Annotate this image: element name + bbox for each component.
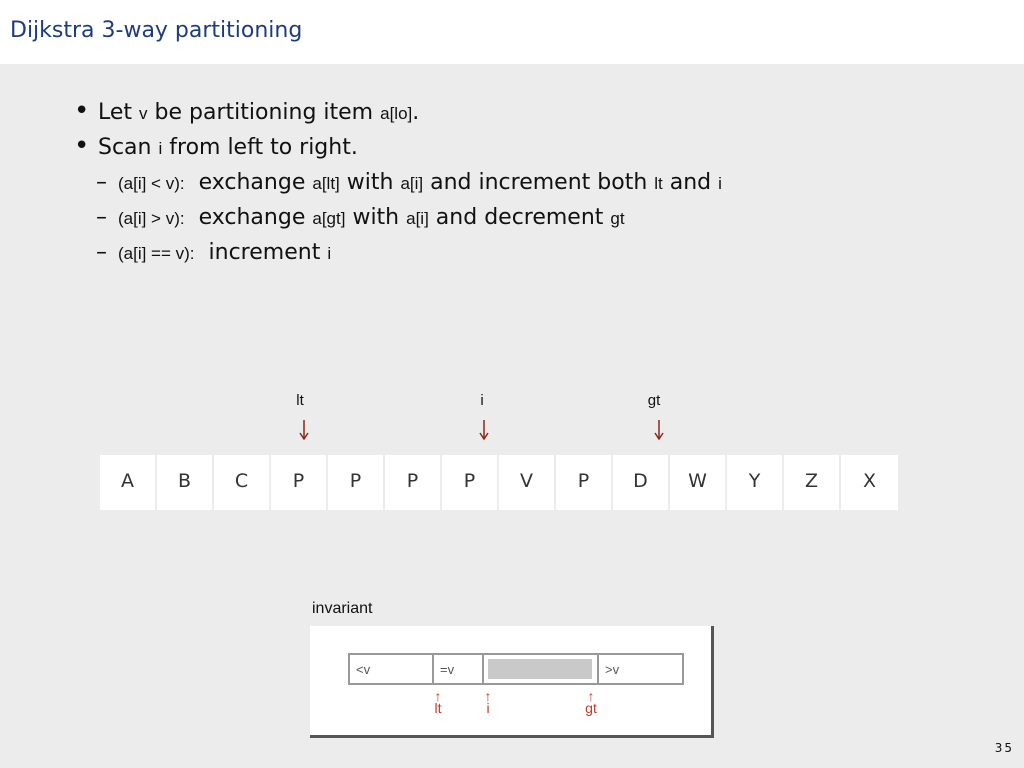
invariant-pointer-lt: ↑ lt (434, 688, 442, 716)
segment-divider (482, 655, 484, 683)
array-cell: B (157, 455, 214, 510)
invariant-pointer-gt: ↑ gt (585, 688, 597, 716)
invariant-bar (348, 653, 684, 685)
invariant-diagram (310, 626, 714, 738)
invariant-pointer-i: ↑ i (484, 688, 492, 716)
segment-unknown (488, 659, 592, 679)
pointer-i-label: i (480, 392, 484, 409)
array-cell: C (214, 455, 271, 510)
array-cell: W (670, 455, 727, 510)
invariant-label: invariant (312, 600, 373, 617)
page-number: 35 (994, 741, 1014, 755)
pointer-gt-arrow-icon (651, 418, 667, 442)
pointer-lt-arrow-icon (296, 418, 312, 442)
array-cell: P (385, 455, 442, 510)
segment-greater: >v (605, 661, 620, 677)
array-cell: V (499, 455, 556, 510)
array-cell: D (613, 455, 670, 510)
pointer-gt-label: gt (647, 392, 661, 409)
title-bar (0, 0, 1024, 64)
sub-bullet-1: – (a[i] < v): exchange a[lt] with a[i] and increment both lt and i (96, 170, 722, 195)
pointer-lt-label: lt (296, 392, 304, 409)
sub-bullet-2: – (a[i] > v): exchange a[gt] with a[i] and decrement gt (96, 205, 625, 230)
bullet-1: • Let v be partitioning item a[lo]. (74, 96, 420, 126)
array-cell: A (100, 455, 157, 510)
array-cell: P (556, 455, 613, 510)
bullet-dot: • (74, 96, 90, 126)
array-cell: P (328, 455, 385, 510)
segment-equal: =v (440, 661, 455, 677)
array-cell: P (442, 455, 499, 510)
pointer-i-arrow-icon (476, 418, 492, 442)
array-cell: Z (784, 455, 841, 510)
array-cell: X (862, 469, 877, 492)
sub-bullet-3: – (a[i] == v): increment i (96, 240, 332, 265)
bullet-2: • Scan i from left to right. (74, 131, 358, 161)
bullet-dot: • (74, 131, 90, 161)
segment-less: <v (356, 661, 371, 677)
slide-title: Dijkstra 3-way partitioning (10, 18, 303, 43)
array (100, 455, 898, 510)
array-cell: Y (727, 455, 784, 510)
array-cell: P (271, 455, 328, 510)
